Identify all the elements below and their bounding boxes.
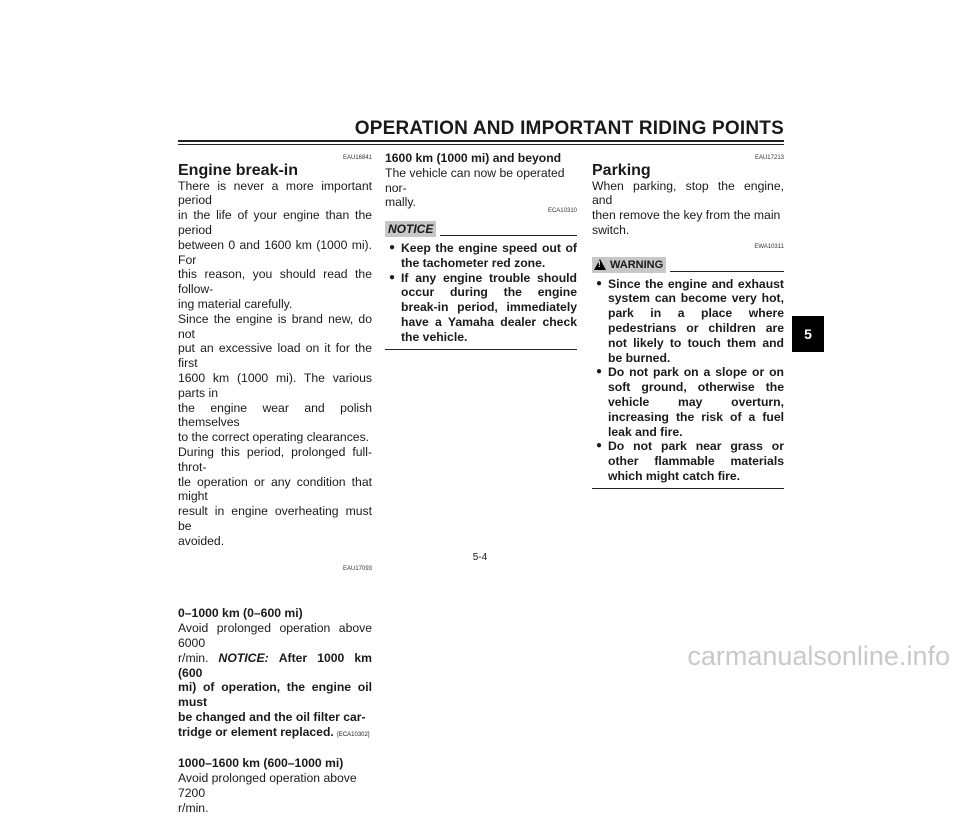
break-in-paragraph <box>178 179 372 549</box>
page-number: 5-4 <box>472 552 488 563</box>
text-line: r/min. <box>178 800 209 815</box>
page-header-title: OPERATION AND IMPORTANT RIDING POINTS <box>354 118 784 139</box>
warning-end-rule <box>592 488 784 489</box>
text-line: in the life of your engine than the period <box>178 208 372 237</box>
text-line: tle operation or any condition that might <box>178 474 372 504</box>
column-middle <box>385 151 577 350</box>
notice-code: [ECA10302] <box>337 731 370 738</box>
header-rule-thin <box>178 144 784 145</box>
section-code: EAU16841 <box>342 155 372 161</box>
text-line: During this period, prolonged full-throt- <box>178 444 372 474</box>
warning-rule <box>670 271 784 272</box>
text-line: result in engine overheating must be <box>178 504 372 533</box>
section-heading-parking: Parking <box>592 161 651 179</box>
section-code: EAU17093 <box>342 565 372 572</box>
parking-paragraph <box>592 179 784 238</box>
watermark-text: carmanualsonline.info <box>687 641 950 671</box>
text-line: to the correct operating clearances. <box>178 430 370 445</box>
text-line <box>178 651 372 681</box>
text-line: avoided. <box>178 533 225 548</box>
text-line: ing material carefully. <box>178 296 293 311</box>
text-line: this reason, you should read the follow- <box>178 267 372 297</box>
column-right <box>592 151 784 489</box>
text-line <box>178 725 372 743</box>
text-line: The vehicle can now be operated nor- <box>385 165 565 195</box>
list-item: ● If any engine trouble should occur during the engine break-in period, immediately have a Yamaha dealer check the vehicle. <box>385 271 577 345</box>
text-line: switch. <box>592 222 630 237</box>
notice-end-rule <box>385 349 577 350</box>
text-fragment: r/min. <box>178 650 209 665</box>
list-item: ● Do not park on a slope or on soft ground, otherwise the vehicle may overturn, increasing the risk of a fuel leak and fire. <box>592 365 784 439</box>
list-item: ● Keep the engine speed out of the tachometer red zone. <box>385 241 577 271</box>
break-in-0-1000-text <box>178 621 372 742</box>
text-line: mi) of operation, the engine oil must <box>178 680 372 710</box>
subheading-1600-beyond: 1600 km (1000 mi) and beyond <box>385 151 562 165</box>
spacer <box>178 576 372 606</box>
column-left <box>178 151 372 816</box>
section-heading-engine-break-in: Engine break-in <box>178 161 299 179</box>
subheading-1000-1600: 1000–1600 km (600–1000 mi) <box>178 756 344 771</box>
list-item: ● Do not park near grass or other flammable materials which might catch fire. <box>592 439 784 483</box>
notice-code: ECA10310 <box>547 208 577 215</box>
text-line: put an excessive load on it for the first <box>178 341 372 371</box>
warning-header <box>592 257 784 273</box>
subheading-0-1000: 0–1000 km (0–600 mi) <box>178 606 303 621</box>
text-line: Avoid prolonged operation above 6000 <box>178 621 372 650</box>
list-item: ● Since the engine and exhaust system can become very hot, park in a place where pedestrians or children are not likely to touch them and be burned. <box>592 277 784 366</box>
notice-inline-text: After 1000 km (600 <box>178 650 372 680</box>
text-line: the engine wear and polish themselves <box>178 400 372 430</box>
text-line: Avoid prolonged operation above 7200 <box>178 771 357 801</box>
warning-list <box>592 277 784 484</box>
header-rule-thick <box>178 140 784 142</box>
text-line: then remove the key from the main <box>592 208 781 223</box>
notice-rule <box>440 235 577 236</box>
spacer <box>178 742 372 756</box>
warning-label: WARNING <box>610 258 664 271</box>
text-line: When parking, stop the engine, and <box>592 178 784 208</box>
text-line: There is never a more important period <box>178 178 372 208</box>
section-code: EAU17213 <box>754 155 784 161</box>
warning-badge <box>592 257 666 273</box>
notice-header <box>385 221 577 237</box>
chapter-tab: 5 <box>792 316 824 352</box>
notice-badge: NOTICE <box>385 221 436 237</box>
notice-inline-label: NOTICE: <box>218 650 269 665</box>
warning-triangle-icon: ! <box>594 259 606 270</box>
text-line: be changed and the oil filter car- <box>178 709 366 724</box>
text-line: 1600 km (1000 mi). The various parts in <box>178 370 372 400</box>
text-line: Since the engine is brand new, do not <box>178 311 372 341</box>
text-line: between 0 and 1600 km (1000 mi). For <box>178 237 372 267</box>
notice-inline-text: tridge or element replaced. <box>178 724 334 739</box>
warning-code: EWA10311 <box>754 243 784 250</box>
text-line: mally. <box>385 195 416 210</box>
notice-list <box>385 241 577 345</box>
